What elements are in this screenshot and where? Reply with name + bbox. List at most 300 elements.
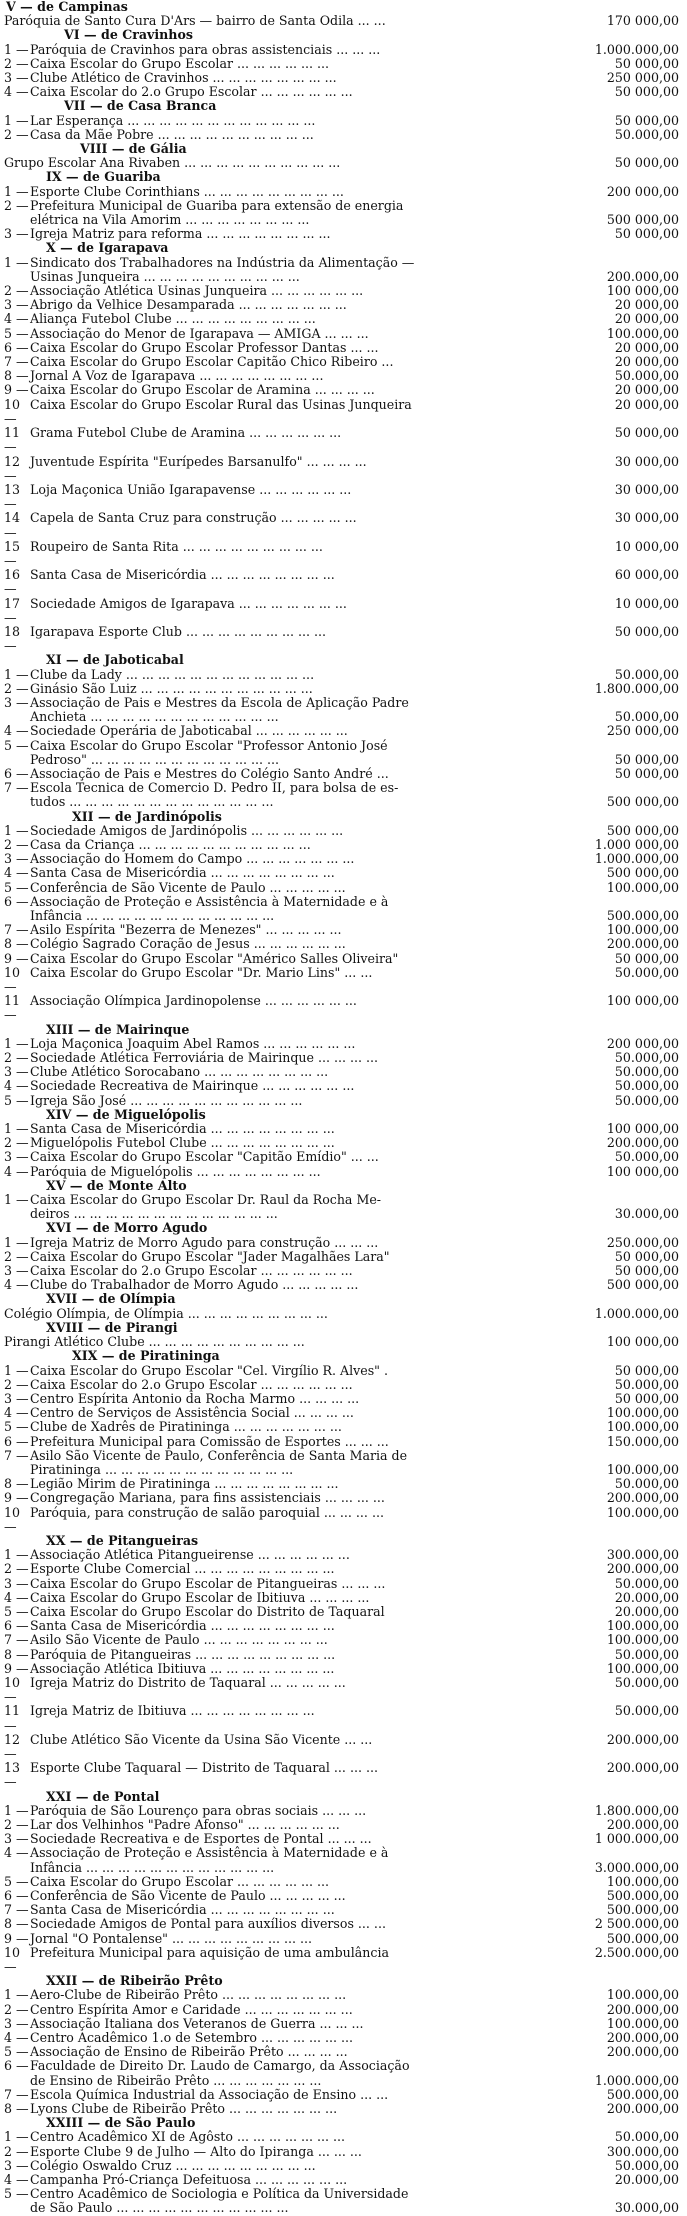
entry-row [0,256,687,270]
entry-text: Associação de Proteção e Assistência à Maternidade e à [30,1845,389,1861]
entry-continuation [0,753,687,767]
entry-number: 4 — [4,1845,29,1861]
entry-text: Infância ... ... ... ... ... ... ... ... ... ... ... ... [30,1859,275,1875]
entry-row [0,895,687,909]
entry-number: 9 — [4,382,29,398]
entry-continuation [0,2074,687,2088]
entry-text: Caixa Escolar do Grupo Escolar ... ... ... ... ... ... [30,55,330,71]
entry-number: 7 — [4,1632,29,1648]
entry-text: Jornal "O Pontalense" ... ... ... ... ... ... ... ... ... [30,1930,313,1946]
entry-number: 1 — [4,1192,29,1208]
entry-amount: 30.000,00 [614,1206,679,1222]
entry-amount: 20 000,00 [614,396,679,412]
entry-text: Esporte Clube 9 de Julho — Alto do Ipiranga ... ... ... [30,2143,362,2159]
entry-row [0,1236,687,1250]
entry-text: Caixa Escolar do Grupo Escolar do Distrito de Taquaral [30,1603,385,1619]
entry-row [0,2159,687,2173]
entry-row [0,1818,687,1832]
entry-row [0,1619,687,1633]
entry-row [0,1065,687,1079]
entry-text: Clube Atlético de Cravinhos ... ... ... ... ... ... ... ... [30,70,337,86]
entry-row [0,114,687,128]
entry-text: Escola Tecnica de Comercio D. Pedro II, para bolsa de es- [30,780,399,796]
entry-text: Faculdade de Direito Dr. Laudo de Camargo, da Associação [30,2058,410,2074]
entry-row [0,1562,687,1576]
entry-row [0,668,687,682]
entry-continuation [0,1207,687,1221]
entry-text: Caixa Escolar do Grupo Escolar "Cel. Virgílio R. Alves" . [30,1362,388,1378]
entry-text: Congregação Mariana, para fins assistenciais ... ... ... ... [30,1490,385,1506]
entry-row [0,1406,687,1420]
entry-amount: 1.000 000,00 [594,836,679,852]
entry-number: 3 — [4,297,29,313]
entry-text: Caixa Escolar do Grupo Escolar "Jader Magalhães Lara" [30,1248,390,1264]
entry-text: Aero-Clube de Ribeirão Prêto ... ... ... ... ... ... ... ... [30,1987,347,2003]
entry-amount: 200.000,00 [606,1490,679,1506]
entry-text: Loja Maçonica União Igarapavense ... ... ... ... ... ... [30,481,352,497]
entry-number: 9 — [4,950,29,966]
entry-text: Prefeitura Municipal de Guariba para extensão de energia [30,197,404,213]
entry-text: Associação Atlética Usinas Junqueira ... ... ... ... ... ... [30,283,364,299]
entry-number: 1 — [4,1362,29,1378]
entry-text: Caixa Escolar do Grupo Escolar Dr. Raul da Rocha Me- [30,1192,382,1208]
entry-amount: 200.000,00 [606,2101,679,2117]
entry-text: Paróquia de Santo Cura D'Ars — bairro de Santa Odila ... ... [4,13,386,29]
entry-amount: 100 000,00 [606,283,679,299]
entry-amount: 30 000,00 [614,481,679,497]
section-heading: XIX — de Piratininga [72,1348,220,1364]
entry-text: Caixa Escolar do 2.o Grupo Escolar ... ... ... ... ... ... [30,84,353,100]
entry-amount: 500 000,00 [606,865,679,881]
entry-row [0,298,687,312]
entry-number: 4 — [4,84,29,100]
entry-amount: 200.000,00 [606,1760,679,1776]
entry-amount: 50.000,00 [614,1646,679,1662]
entry-text: Sociedade Amigos de Pontal para auxílios diversos ... ... [30,1916,386,1932]
entry-row [0,824,687,838]
entry-amount: 50 000,00 [614,765,679,781]
entry-text: Clube Atlético São Vicente da Usina São Vicente ... ... [30,1731,373,1747]
section-heading: VII — de Casa Branca [64,98,217,114]
entry-number: 2 — [4,1817,29,1832]
entry-amount: 100 000,00 [606,1334,679,1350]
entry-number: 4 — [4,723,29,739]
entry-text: Usinas Junqueira ... ... ... ... ... ... ... ... ... ... [30,268,300,284]
entry-text: Sociedade Amigos de Igarapava ... ... ... ... ... ... ... [30,595,347,611]
entry-number: 5 — [4,2186,29,2202]
entry-text: Caixa Escolar do Grupo Escolar "Professor Antonio José [30,737,388,753]
entry-text: de Ensino de Ribeirão Prêto ... ... ... ... ... ... ... [30,2072,322,2088]
entry-continuation [0,795,687,809]
section-heading: VI — de Cravinhos [64,27,193,43]
entry-text: Caixa Escolar do Grupo Escolar Capitão Chico Ribeiro ... [30,354,394,370]
entry-amount: 60 000,00 [614,567,679,583]
entry-text: Anchieta ... ... ... ... ... ... ... ... ... ... ... ... [30,709,279,725]
entry-amount: 100 000,00 [606,1121,679,1137]
entry-amount: 100.000,00 [606,1419,679,1435]
entry-text: Prefeitura Municipal para aquisição de uma ambulância [30,1944,390,1960]
entry-row [0,1761,687,1789]
entry-amount: 200.000,00 [606,1817,679,1832]
entry-number: 8 — [4,1916,29,1932]
entry-number: 6 — [4,1888,29,1904]
entry-number: 4 — [4,311,29,327]
entry-row [0,1846,687,1860]
entry-number: 1 — [4,1547,29,1563]
entry-text: Pirangi Atlético Clube ... ... ... ... ... ... ... ... ... ... [4,1334,305,1350]
entry-row [0,1094,687,1108]
entry-number: 18 — [4,623,21,654]
entry-amount: 50.000,00 [614,126,679,142]
entry-amount: 1.000.000,00 [594,851,679,867]
entry-continuation [0,1463,687,1477]
entry-text: Lar dos Velhinhos "Padre Afonso" ... ... ... ... ... ... [30,1817,340,1832]
entry-number: 10 — [4,1674,21,1705]
entry-number: 9 — [4,1660,29,1676]
entry-number: 6 — [4,765,29,781]
entry-number: 5 — [4,1419,29,1435]
entry-number: 3 — [4,1390,29,1406]
entry-row [0,284,687,298]
entry-number: 10 — [4,1504,21,1534]
section-heading: V — de Campinas [6,0,128,14]
entry-row [0,14,687,28]
entry-amount: 250.000,00 [606,1234,679,1250]
section-heading: XIV — de Miguelópolis [46,1106,206,1122]
entry-row [0,1051,687,1065]
entry-text: Colégio Sagrado Coração de Jesus ... ... ... ... ... ... [30,936,346,952]
entry-text: Igreja São José ... ... ... ... ... ... ... ... ... ... ... [30,1092,303,1108]
entry-text: Igreja Matriz para reforma ... ... ... ... ... ... ... ... [30,226,331,242]
entry-number: 6 — [4,339,29,355]
entry-amount: 50.000,00 [614,1376,679,1392]
entry-number: 3 — [4,1575,29,1591]
entry-text: Sociedade Recreativa de Mairinque ... ... ... ... ... ... [30,1078,355,1094]
entry-amount: 100.000,00 [606,1461,679,1477]
entry-row [0,568,687,596]
entry-amount: 30.000,00 [614,2200,679,2216]
entry-number: 1 — [4,112,29,128]
entry-text: Grama Futebol Clube de Aramina ... ... ... ... ... ... [30,425,342,441]
entry-number: 11 — [4,993,21,1023]
entry-row [0,2187,687,2201]
entry-text: Associação do Homem do Campo ... ... ... ... ... ... ... [30,851,355,867]
entry-amount: 200 000,00 [606,183,679,199]
entry-number: 2 — [4,197,29,213]
entry-amount: 200.000,00 [606,1135,679,1151]
entry-amount: 500 000,00 [606,212,679,228]
entry-row [0,1875,687,1889]
entry-text: Caixa Escolar do 2.o Grupo Escolar ... ... ... ... ... ... [30,1263,353,1279]
entry-row [0,881,687,895]
entry-text: Centro Acadêmico XI de Agôsto ... ... ... ... ... ... ... [30,2129,346,2145]
entry-number: 5 — [4,737,29,753]
entry-number: 3 — [4,1064,29,1080]
entry-number: 13 — [4,481,21,512]
entry-text: Casa da Mãe Pobre ... ... ... ... ... ... ... ... ... ... [30,126,314,142]
entry-row [0,185,687,199]
entry-amount: 100.000,00 [606,1660,679,1676]
entry-number: 7 — [4,1447,29,1463]
entry-text: Conferência de São Vicente de Paulo ... ... ... ... ... [30,1888,346,1904]
entry-number: 11 — [4,1703,21,1733]
entry-number: 5 — [4,1092,29,1108]
entry-amount: 200.000,00 [606,268,679,284]
entry-row [0,1150,687,1164]
entry-amount: 50 000,00 [614,950,679,966]
entry-text: Legião Mirim de Piratininga ... ... ... ... ... ... ... ... [30,1476,339,1492]
entry-row [0,1804,687,1818]
entry-amount: 100 000,00 [606,1163,679,1179]
entry-amount: 200 000,00 [606,1035,679,1051]
entry-number: 7 — [4,1902,29,1918]
entry-row [0,1548,687,1562]
entry-amount: 50.000,00 [614,1149,679,1165]
entry-row [0,383,687,397]
entry-number: 2 — [4,836,29,852]
section-heading: XVII — de Olímpia [46,1291,176,1307]
entry-text: Roupeiro de Santa Rita ... ... ... ... ... ... ... ... ... [30,538,323,554]
entry-text: Colégio Oswaldo Cruz ... ... ... ... ... ... ... ... ... [30,2157,316,2173]
entry-amount: 50 000,00 [614,1263,679,1279]
entry-number: 3 — [4,1831,29,1847]
entry-number: 3 — [4,851,29,867]
entry-number: 14 — [4,510,21,540]
entry-text: Clube de Xadrês de Piratininga ... ... ... ... ... ... ... [30,1419,342,1435]
entry-number: 2 — [4,1050,29,1066]
entry-text: Asilo São Vicente de Paulo ... ... ... ... ... ... ... ... [30,1632,328,1648]
section-heading: XXII — de Ribeirão Prêto [46,1973,223,1989]
entry-text: Santa Casa de Misericórdia ... ... ... ... ... ... ... ... [30,1121,335,1137]
entry-text: Lar Esperança ... ... ... ... ... ... ... ... ... ... ... ... [30,112,316,128]
entry-text: Santa Casa de Misericórdia ... ... ... ... ... ... ... ... [30,1902,335,1918]
entry-number: 2 — [4,1376,29,1392]
entry-amount: 500 000,00 [606,1277,679,1293]
entry-text: Caixa Escolar do Grupo Escolar de Aramina ... ... ... ... [30,382,375,398]
entry-amount: 50.000,00 [614,709,679,725]
entry-number: 1 — [4,1234,29,1250]
entry-number: 3 — [4,2015,29,2031]
entry-text: Centro de Serviços de Assistência Social ... ... ... ... [30,1405,354,1421]
entry-row [0,994,687,1022]
entry-row [0,2045,687,2059]
entry-amount: 250 000,00 [606,723,679,739]
entry-number: 1 — [4,822,29,838]
entry-text: Jornal A Voz de Igarapava ... ... ... ... ... ... ... ... [30,368,324,384]
entry-text: Caixa Escolar do Grupo Escolar de Ibitiuva ... ... ... ... [30,1589,370,1605]
entry-amount: 50.000,00 [614,1078,679,1094]
entry-row [0,1122,687,1136]
entry-amount: 100.000,00 [606,1873,679,1889]
entry-amount: 200.000,00 [606,936,679,952]
entry-amount: 50 000,00 [614,623,679,639]
entry-amount: 500.000,00 [606,1888,679,1904]
entry-number: 3 — [4,694,29,710]
entry-amount: 50 000,00 [614,84,679,100]
entry-text: Grupo Escolar Ana Rivaben ... ... ... ... ... ... ... ... ... ... [4,155,341,171]
entry-amount: 50 000,00 [614,112,679,128]
entry-number: 1 — [4,1035,29,1051]
section-heading: XXIII — de São Paulo [46,2115,196,2131]
entry-row [0,838,687,852]
entry-continuation [0,2201,687,2215]
entry-amount: 1.800.000,00 [594,1802,679,1818]
entry-amount: 500 000,00 [606,822,679,838]
entry-amount: 250 000,00 [606,70,679,86]
entry-row [0,327,687,341]
entry-amount: 30 000,00 [614,453,679,469]
entry-amount: 100.000,00 [606,1987,679,2003]
section-heading: XI — de Jaboticabal [46,652,184,668]
entry-text: Associação de Proteção e Assistência à Maternidade e à [30,893,389,909]
entry-number: 6 — [4,2058,29,2074]
entry-number: 8 — [4,1646,29,1662]
entry-number: 12 — [4,453,21,483]
entry-text: Paróquia, para construção de salão paroquial ... ... ... ... [30,1504,384,1520]
entry-text: Centro Espírita Antonio da Rocha Marmo ... ... ... ... [30,1390,360,1406]
entry-text: Centro Espírita Amor e Caridade ... ... ... ... ... ... ... [30,2001,353,2017]
entry-amount: 100.000,00 [606,1632,679,1648]
entry-number: 1 — [4,41,29,57]
entry-amount: 50 000,00 [614,1362,679,1378]
entry-row [0,682,687,696]
entry-number: 10 — [4,396,21,426]
entry-number: 6 — [4,1618,29,1634]
entry-text: Paróquia de São Lourenço para obras sociais ... ... ... [30,1802,367,1818]
entry-number: 10 — [4,1944,21,1975]
entry-row [0,1832,687,1846]
entry-number: 2 — [4,55,29,71]
entry-amount: 100.000,00 [606,2015,679,2031]
entry-amount: 50 000,00 [614,155,679,171]
entry-text: Juventude Espírita "Eurípedes Barsanulfo" ... ... ... ... [30,453,367,469]
entry-number: 1 — [4,1987,29,2003]
entry-amount: 500.000,00 [606,1930,679,1946]
entry-text: Clube da Lady ... ... ... ... ... ... ... ... ... ... ... ... [30,666,315,682]
entry-number: 5 — [4,325,29,341]
entry-text: Centro Acadêmico 1.o de Setembro ... ... ... ... ... ... [30,2030,354,2046]
entry-amount: 300.000,00 [606,1547,679,1563]
entry-row [0,1165,687,1179]
entry-text: Igreja Matriz do Distrito de Taquaral ... ... ... ... ... [30,1674,346,1690]
entry-amount: 20 000,00 [614,339,679,355]
entry-text: tudos ... ... ... ... ... ... ... ... ... ... ... ... ... [30,794,274,810]
entry-number: 2 — [4,680,29,696]
entry-row [0,43,687,57]
entry-text: Caixa Escolar do Grupo Escolar Rural das Usinas Junqueira [30,396,412,412]
entry-number: 9 — [4,1490,29,1506]
entry-text: Santa Casa de Misericórdia ... ... ... ... ... ... ... ... [30,1618,335,1634]
entry-amount: 20.000,00 [614,1589,679,1605]
entry-text: Igreja Matriz de Morro Agudo para construção ... ... ... [30,1234,379,1250]
entry-amount: 100 000,00 [606,993,679,1009]
entry-text: Paróquia de Miguelópolis ... ... ... ... ... ... ... ... [30,1163,321,1179]
entry-row [0,355,687,369]
entry-row [0,1633,687,1647]
entry-row [0,767,687,781]
entry-amount: 50.000,00 [614,2157,679,2173]
entry-text: Igreja Matriz de Ibitiuva ... ... ... ... ... ... ... ... [30,1703,315,1719]
section-heading: XVIII — de Pirangi [46,1319,178,1335]
section-heading: XII — de Jardinópolis [72,808,222,824]
entry-amount: 20.000,00 [614,1603,679,1619]
entry-amount: 50.000,00 [614,1092,679,1108]
entry-text: Clube Atlético Sorocabano ... ... ... ... ... ... ... ... [30,1064,329,1080]
entry-number: 1 — [4,183,29,199]
entry-amount: 50 000,00 [614,1390,679,1406]
entry-amount: 100.000,00 [606,1618,679,1634]
entry-number: 1 — [4,2129,29,2145]
entry-number: 8 — [4,368,29,384]
entry-text: Paróquia de Pitangueiras ... ... ... ... ... ... ... ... ... [30,1646,336,1662]
entry-number: 6 — [4,893,29,909]
entry-text: Sindicato dos Trabalhadores na Indústria da Alimentação — [30,254,415,270]
entry-number: 2 — [4,1135,29,1151]
entry-number: 5 — [4,879,29,895]
entry-amount: 200.000,00 [606,1731,679,1747]
entry-text: Esporte Clube Taquaral — Distrito de Taquaral ... ... ... [30,1760,378,1776]
entry-row [0,426,687,454]
entry-text: Associação de Pais e Mestres do Colégio Santo André ... [30,765,389,781]
entry-row [0,1435,687,1449]
entry-amount: 50.000,00 [614,1674,679,1690]
entry-amount: 50.000,00 [614,1703,679,1719]
entry-amount: 20 000,00 [614,382,679,398]
entry-number: 16 — [4,567,21,597]
section-heading: XX — de Pitangueiras [46,1532,199,1548]
entry-text: Pedroso" ... ... ... ... ... ... ... ... ... ... ... ... [30,751,280,767]
entry-amount: 10 000,00 [614,538,679,554]
entry-row [0,1917,687,1931]
entry-amount: 50.000,00 [614,964,679,980]
section-heading: IX — de Guariba [46,169,161,185]
entry-number: 9 — [4,1930,29,1946]
entry-text: Associação de Pais e Mestres da Escola de Aplicação Padre [30,694,409,710]
entry-row [0,312,687,326]
entry-number: 5 — [4,2044,29,2060]
entry-amount: 20 000,00 [614,297,679,313]
entry-text: Colégio Olímpia, de Olímpia ... ... ... ... ... ... ... ... ... [4,1305,328,1321]
entry-amount: 50.000,00 [614,1476,679,1492]
entry-number: 12 — [4,1731,21,1761]
entry-row [0,923,687,937]
entry-text: Escola Química Industrial da Associação de Ensino ... ... [30,2086,389,2102]
entry-text: Campanha Pró-Criança Defeituosa ... ... ... ... ... ... [30,2172,348,2188]
entry-row [0,1903,687,1917]
entry-row [0,2003,687,2017]
entry-row [0,1335,687,1349]
entry-text: Esporte Clube Comercial ... ... ... ... ... ... ... ... ... [30,1561,335,1577]
entry-number: 8 — [4,1476,29,1492]
entry-amount: 50 000,00 [614,55,679,71]
entry-row [0,1392,687,1406]
entry-amount: 50 000,00 [614,226,679,242]
entry-number: 2 — [4,1248,29,1264]
entry-amount: 50 000,00 [614,425,679,441]
entry-number: 5 — [4,1603,29,1619]
entry-number: 6 — [4,1433,29,1449]
entry-text: Capela de Santa Cruz para construção ... ... ... ... ... [30,510,357,526]
section-heading: VIII — de Gália [80,141,187,157]
entry-amount: 500 000,00 [606,794,679,810]
entry-amount: 100.000,00 [606,922,679,938]
entry-row [0,483,687,511]
entry-amount: 20.000,00 [614,2172,679,2188]
entry-row [0,369,687,383]
entry-row [0,866,687,880]
entry-amount: 50 000,00 [614,751,679,767]
entry-row [0,1662,687,1676]
